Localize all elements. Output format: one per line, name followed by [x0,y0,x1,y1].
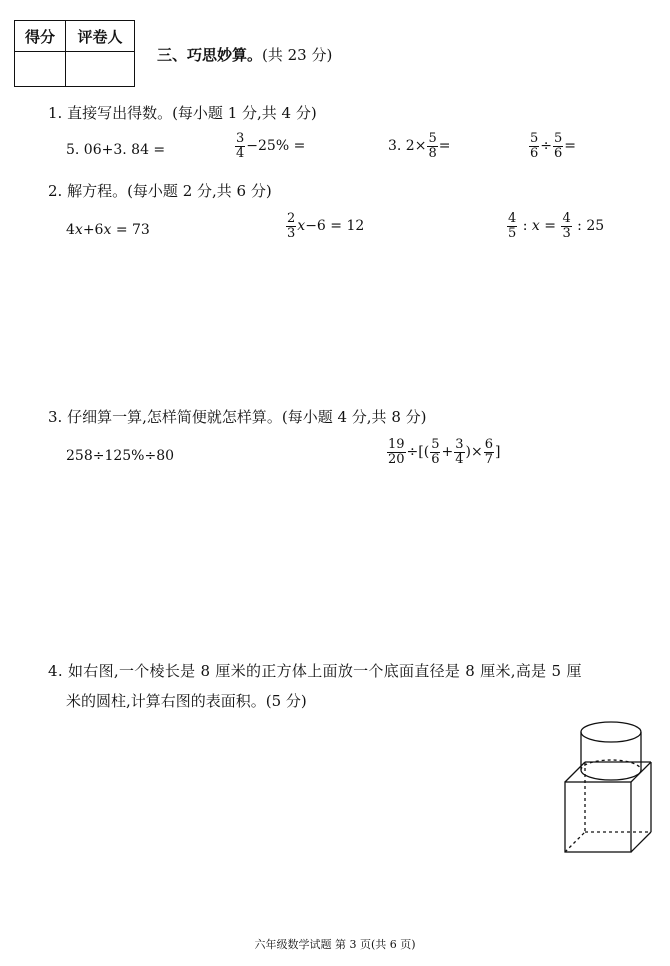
q1-title: 1. 直接写出得数。(每小题 1 分,共 4 分) [48,104,317,122]
expr-text: : [518,218,532,235]
expr-text: ÷ [540,138,553,155]
expr-text: 3. 2× [388,138,427,155]
fraction: $\frac{5}{6}$ [431,437,440,467]
q3-expr-2 [386,438,500,466]
variable: x [103,222,112,238]
q1-expr-4 [528,132,576,160]
cylinder-on-cube-figure [555,710,660,860]
fraction: $\frac{6}{7}$ [484,437,493,467]
cylinder-bottom-front [581,770,641,780]
fraction: $\frac{4}{5}$ [508,211,517,241]
q2-expr-3 [506,212,604,240]
expr-text: : 25 [572,218,605,235]
variable: x [74,222,83,238]
page-footer: 六年级数学试题 第 3 页(共 6 页) [254,938,416,951]
cylinder-top-ellipse [581,722,641,742]
expr-text: −25% = [246,138,306,155]
expr-text: = [438,138,451,155]
q1-expr-2 [234,132,305,160]
q2-expr-1 [66,222,150,238]
fraction: $\frac{3}{4}$ [236,131,245,161]
fraction: $\frac{5}{6}$ [554,131,563,161]
grader-cell [66,52,135,87]
q1-expr-3 [388,132,450,160]
fraction: $\frac{5}{8}$ [428,131,437,161]
cube-hidden-diagonal [565,832,585,852]
q4-line-2: 米的圆柱,计算右图的表面积。(5 分) [66,692,307,710]
expr-text: +6 [82,222,104,238]
expr-text: )× [465,444,483,461]
section-title-text: 三、巧思妙算。 [157,46,263,64]
score-header: 得分 [15,21,66,52]
variable: x [531,218,540,235]
expr-text: 4 [66,222,75,238]
expr-text: = [539,218,561,235]
fraction: $\frac{3}{4}$ [455,437,464,467]
cube-bottom-right-edge [631,832,651,852]
score-table [14,20,135,87]
expr-text: ] [494,444,501,461]
section-title [157,44,332,65]
expr-text: −6 = 12 [305,218,365,235]
section-points: (共 23 分) [262,46,333,64]
q1-expr-1: 5. 06+3. 84 = [66,142,166,158]
fraction: $\frac{19}{20}$ [388,437,405,467]
q2-title: 2. 解方程。(每小题 2 分,共 6 分) [48,182,272,200]
q2-expr-2 [285,212,364,240]
expr-text: = 73 [111,222,150,238]
q4-line-1: 4. 如右图,一个棱长是 8 厘米的正方体上面放一个底面直径是 8 厘米,高是 5 厘 [48,662,582,680]
grader-header: 评卷人 [66,21,135,52]
variable: x [297,218,306,235]
q3-title: 3. 仔细算一算,怎样简便就怎样算。(每小题 4 分,共 8 分) [48,408,427,426]
fraction: $\frac{4}{3}$ [562,211,571,241]
expr-text: ÷[( [406,444,430,461]
q3-expr-1: 258÷125%÷80 [66,448,175,464]
fraction: $\frac{5}{6}$ [530,131,539,161]
fraction: $\frac{2}{3}$ [287,211,296,241]
score-cell [15,52,66,87]
expr-text: = [564,138,577,155]
expr-text: + [441,444,454,461]
